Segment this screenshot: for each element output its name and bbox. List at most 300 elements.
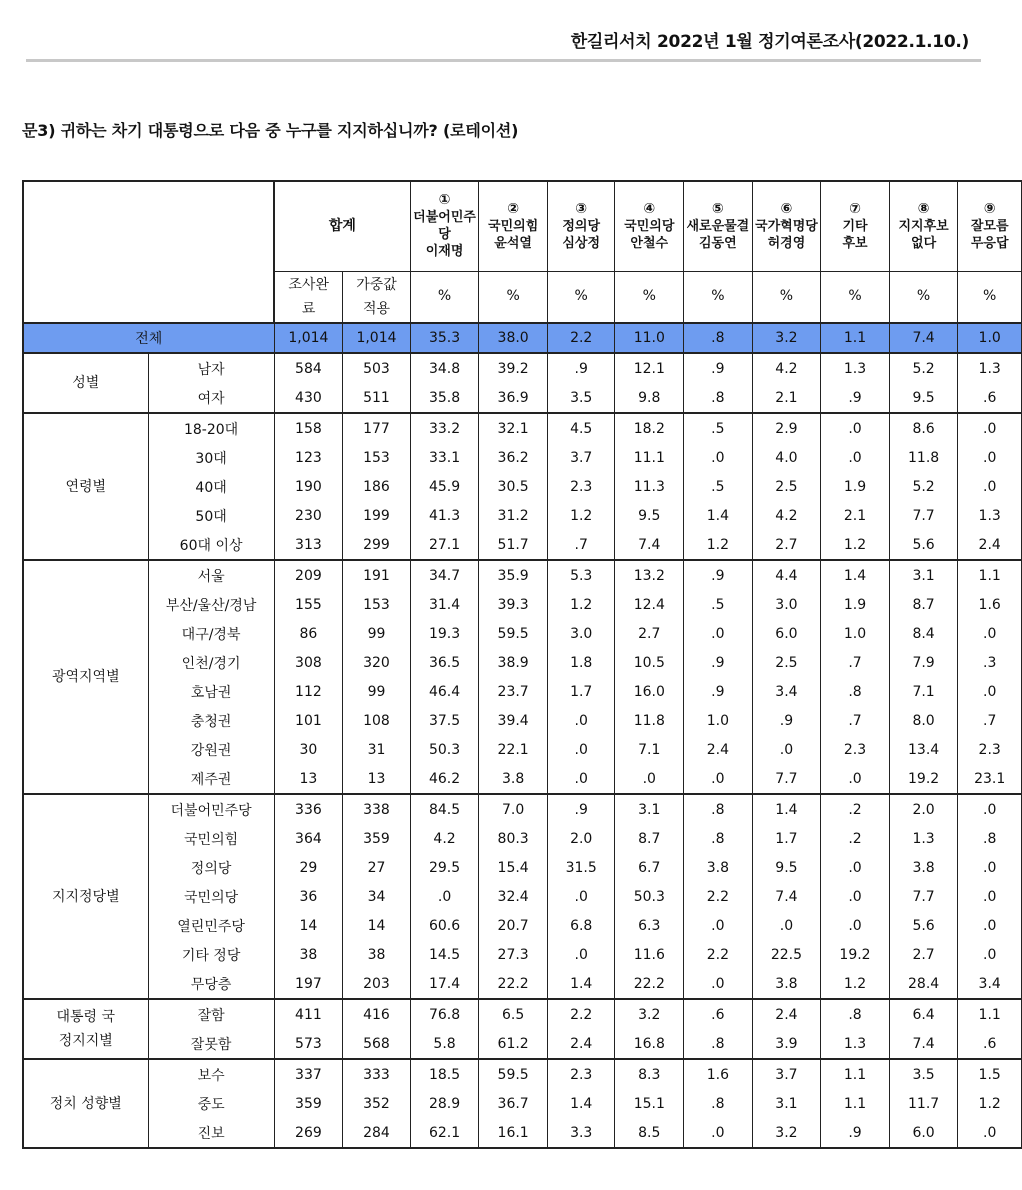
percent-cell: 7.7	[889, 882, 958, 911]
percent-cell: 2.0	[547, 824, 615, 853]
option-party: 새로운물결	[686, 218, 750, 234]
percent-cell: .8	[684, 824, 753, 853]
percent-cell: 8.7	[889, 590, 958, 619]
percent-cell: .8	[958, 824, 1022, 853]
percent-cell: 1.0	[821, 619, 890, 648]
count-cell: 503	[343, 353, 411, 383]
count-cell: 112	[274, 677, 343, 706]
percent-cell: 23.1	[958, 764, 1022, 794]
percent-cell: .6	[684, 999, 753, 1029]
count-cell: 199	[343, 501, 411, 530]
percent-cell: 2.3	[821, 735, 890, 764]
percent-cell: 6.7	[615, 853, 684, 882]
percent-cell: 22.5	[752, 940, 821, 969]
percent-cell: 19.2	[821, 940, 890, 969]
percent-cell: 2.3	[547, 1059, 615, 1089]
percent-cell: 29.5	[410, 853, 479, 882]
percent-cell: 22.2	[615, 969, 684, 999]
table-row	[23, 1029, 1022, 1059]
table-row	[23, 1089, 1022, 1118]
percent-cell: 7.4	[889, 323, 958, 353]
row-label: 충청권	[148, 706, 274, 735]
option-number: ④	[643, 200, 656, 217]
count-cell: 430	[274, 383, 343, 413]
percent-cell: 11.6	[615, 940, 684, 969]
percent-cell: 12.1	[615, 353, 684, 383]
count-cell: 14	[343, 911, 411, 940]
percent-cell: 50.3	[615, 882, 684, 911]
percent-cell: 23.7	[479, 677, 548, 706]
percent-cell: 2.7	[889, 940, 958, 969]
percent-cell: 1.2	[547, 590, 615, 619]
percent-cell: .7	[547, 530, 615, 560]
option-header	[958, 181, 1022, 271]
row-label: 40대	[148, 472, 274, 501]
percent-cell: 2.1	[821, 501, 890, 530]
row-label: 호남권	[148, 677, 274, 706]
percent-cell: 4.5	[547, 413, 615, 443]
percent-cell: 46.2	[410, 764, 479, 794]
percent-cell: 4.0	[752, 443, 821, 472]
row-label: 강원권	[148, 735, 274, 764]
percent-cell: .7	[821, 706, 890, 735]
percent-cell: .0	[821, 764, 890, 794]
option-candidate: 김동연	[699, 235, 737, 251]
table-row	[23, 1118, 1022, 1148]
percent-cell: .8	[821, 999, 890, 1029]
percent-cell: 1.2	[821, 969, 890, 999]
percent-cell: .0	[958, 472, 1022, 501]
percent-cell: 11.8	[615, 706, 684, 735]
percent-cell: 14.5	[410, 940, 479, 969]
option-party: 정의당	[562, 218, 601, 234]
table-row	[23, 648, 1022, 677]
percent-cell: 10.5	[615, 648, 684, 677]
table-row	[23, 706, 1022, 735]
percent-cell: 3.1	[752, 1089, 821, 1118]
percent-cell: 1.4	[547, 1089, 615, 1118]
row-label: 대구/경북	[148, 619, 274, 648]
percent-cell: 18.5	[410, 1059, 479, 1089]
percent-cell: 1.8	[547, 648, 615, 677]
weighted-header: 가중값적용	[343, 271, 411, 323]
percent-cell: .0	[684, 911, 753, 940]
table-row	[23, 882, 1022, 911]
percent-cell: 3.5	[547, 383, 615, 413]
count-cell: 38	[343, 940, 411, 969]
percent-cell: .0	[821, 911, 890, 940]
percent-unit: %	[752, 271, 821, 323]
percent-cell: 33.2	[410, 413, 479, 443]
option-party: 국민의힘	[488, 218, 539, 234]
count-cell: 31	[343, 735, 411, 764]
percent-cell: .0	[821, 853, 890, 882]
results-table	[22, 180, 1022, 1149]
count-cell: 411	[274, 999, 343, 1029]
option-number: ⑦	[849, 200, 861, 217]
percent-cell: 1.2	[547, 501, 615, 530]
percent-cell: 11.0	[615, 323, 684, 353]
percent-cell: 3.8	[752, 969, 821, 999]
percent-unit: %	[958, 271, 1022, 323]
percent-cell: 1.2	[684, 530, 753, 560]
percent-cell: 2.2	[547, 323, 615, 353]
count-cell: 197	[274, 969, 343, 999]
count-cell: 29	[274, 853, 343, 882]
percent-cell: 36.9	[479, 383, 548, 413]
percent-cell: .6	[958, 383, 1022, 413]
count-cell: 338	[343, 794, 411, 824]
percent-cell: 32.1	[479, 413, 548, 443]
percent-cell: 22.1	[479, 735, 548, 764]
count-cell: 108	[343, 706, 411, 735]
percent-cell: .9	[684, 560, 753, 590]
percent-cell: 1.7	[752, 824, 821, 853]
percent-cell: 34.8	[410, 353, 479, 383]
percent-cell: .0	[958, 443, 1022, 472]
percent-cell: .0	[684, 1118, 753, 1148]
table-row	[23, 443, 1022, 472]
table-row	[23, 794, 1022, 824]
percent-cell: 35.9	[479, 560, 548, 590]
percent-cell: 1.1	[958, 560, 1022, 590]
count-cell: 1,014	[343, 323, 411, 353]
percent-cell: 18.2	[615, 413, 684, 443]
percent-cell: .0	[684, 443, 753, 472]
percent-cell: .0	[752, 735, 821, 764]
table-row	[23, 353, 1022, 383]
percent-cell: 41.3	[410, 501, 479, 530]
percent-cell: 84.5	[410, 794, 479, 824]
option-number: ①	[438, 192, 451, 209]
count-cell: 336	[274, 794, 343, 824]
percent-cell: .0	[410, 882, 479, 911]
percent-cell: 7.4	[615, 530, 684, 560]
percent-cell: .0	[615, 764, 684, 794]
count-cell: 230	[274, 501, 343, 530]
percent-cell: 33.1	[410, 443, 479, 472]
percent-unit: %	[547, 271, 615, 323]
row-label: 30대	[148, 443, 274, 472]
percent-cell: 31.5	[547, 853, 615, 882]
percent-cell: 3.2	[752, 323, 821, 353]
percent-cell: 2.4	[958, 530, 1022, 560]
option-candidate: 안철수	[630, 235, 669, 251]
option-candidate: 무응답	[970, 235, 1009, 251]
option-header	[479, 181, 548, 271]
percent-cell: 5.2	[889, 353, 958, 383]
percent-cell: 8.3	[615, 1059, 684, 1089]
count-cell: 86	[274, 619, 343, 648]
table-row	[23, 472, 1022, 501]
percent-cell: 2.2	[547, 999, 615, 1029]
percent-cell: .7	[821, 648, 890, 677]
percent-cell: 28.9	[410, 1089, 479, 1118]
table-row	[23, 383, 1022, 413]
percent-cell: 4.4	[752, 560, 821, 590]
table-row	[23, 824, 1022, 853]
percent-cell: 1.1	[821, 1089, 890, 1118]
percent-cell: 38.9	[479, 648, 548, 677]
percent-cell: 4.2	[752, 353, 821, 383]
percent-cell: 7.4	[752, 882, 821, 911]
percent-cell: 2.4	[752, 999, 821, 1029]
percent-cell: 27.1	[410, 530, 479, 560]
percent-cell: 34.7	[410, 560, 479, 590]
percent-cell: 37.5	[410, 706, 479, 735]
count-cell: 153	[343, 443, 411, 472]
percent-cell: .8	[684, 323, 753, 353]
percent-cell: 6.4	[889, 999, 958, 1029]
count-cell: 568	[343, 1029, 411, 1059]
percent-cell: 11.8	[889, 443, 958, 472]
percent-cell: 11.3	[615, 472, 684, 501]
count-cell: 573	[274, 1029, 343, 1059]
row-label: 50대	[148, 501, 274, 530]
percent-cell: 1.1	[958, 999, 1022, 1029]
percent-cell: 35.8	[410, 383, 479, 413]
table-row	[23, 530, 1022, 560]
percent-cell: .8	[684, 1029, 753, 1059]
percent-cell: 12.4	[615, 590, 684, 619]
percent-cell: 3.5	[889, 1059, 958, 1089]
percent-cell: .8	[821, 677, 890, 706]
option-candidate: 심상정	[562, 235, 601, 251]
percent-cell: .0	[547, 940, 615, 969]
percent-cell: 3.1	[615, 794, 684, 824]
percent-cell: 36.5	[410, 648, 479, 677]
percent-cell: 2.5	[752, 472, 821, 501]
percent-cell: .9	[547, 353, 615, 383]
count-cell: 308	[274, 648, 343, 677]
percent-cell: 13.2	[615, 560, 684, 590]
percent-cell: 36.2	[479, 443, 548, 472]
row-label: 중도	[148, 1089, 274, 1118]
total-header: 합계	[274, 181, 410, 271]
percent-cell: 51.7	[479, 530, 548, 560]
count-cell: 584	[274, 353, 343, 383]
percent-cell: 5.6	[889, 530, 958, 560]
percent-cell: 17.4	[410, 969, 479, 999]
table-row	[23, 735, 1022, 764]
table-row	[23, 911, 1022, 940]
row-label: 여자	[148, 383, 274, 413]
percent-cell: 1.5	[958, 1059, 1022, 1089]
table-row	[23, 853, 1022, 882]
percent-cell: 46.4	[410, 677, 479, 706]
table-row	[23, 590, 1022, 619]
row-label: 서울	[148, 560, 274, 590]
percent-cell: 3.1	[889, 560, 958, 590]
percent-cell: 7.1	[889, 677, 958, 706]
count-cell: 153	[343, 590, 411, 619]
percent-cell: 2.4	[547, 1029, 615, 1059]
percent-cell: .0	[684, 764, 753, 794]
percent-cell: 8.0	[889, 706, 958, 735]
count-cell: 123	[274, 443, 343, 472]
percent-cell: 1.4	[547, 969, 615, 999]
question-text: 문3) 귀하는 차기 대통령으로 다음 중 누구를 지지하십니까? (로테이션)	[22, 121, 519, 140]
row-label: 기타 정당	[148, 940, 274, 969]
percent-cell: 7.0	[479, 794, 548, 824]
count-cell: 269	[274, 1118, 343, 1148]
percent-cell: 1.4	[752, 794, 821, 824]
group-label: 광역지역별	[23, 560, 148, 794]
option-number: ③	[575, 200, 588, 217]
count-cell: 209	[274, 560, 343, 590]
table-row	[23, 1059, 1022, 1089]
percent-cell: .5	[684, 413, 753, 443]
percent-cell: .0	[821, 443, 890, 472]
percent-cell: .5	[684, 472, 753, 501]
percent-cell: .9	[684, 353, 753, 383]
count-cell: 337	[274, 1059, 343, 1089]
percent-cell: 2.0	[889, 794, 958, 824]
percent-cell: 3.9	[752, 1029, 821, 1059]
percent-cell: 1.0	[684, 706, 753, 735]
percent-cell: 16.8	[615, 1029, 684, 1059]
percent-cell: 59.5	[479, 619, 548, 648]
count-cell: 352	[343, 1089, 411, 1118]
percent-cell: .9	[821, 383, 890, 413]
percent-cell: 4.2	[752, 501, 821, 530]
table-row	[23, 999, 1022, 1029]
percent-cell: 3.2	[752, 1118, 821, 1148]
percent-cell: 5.8	[410, 1029, 479, 1059]
percent-cell: 3.0	[547, 619, 615, 648]
percent-cell: .9	[821, 1118, 890, 1148]
percent-cell: .0	[958, 794, 1022, 824]
percent-cell: 8.7	[615, 824, 684, 853]
percent-cell: 76.8	[410, 999, 479, 1029]
percent-cell: 31.2	[479, 501, 548, 530]
percent-cell: .0	[547, 882, 615, 911]
count-cell: 359	[343, 824, 411, 853]
percent-cell: 1.1	[821, 323, 890, 353]
percent-cell: 7.9	[889, 648, 958, 677]
row-label: 18-20대	[148, 413, 274, 443]
percent-cell: .0	[547, 706, 615, 735]
option-candidate: 윤석열	[494, 235, 532, 251]
percent-cell: 3.0	[752, 590, 821, 619]
row-label: 정의당	[148, 853, 274, 882]
row-label: 남자	[148, 353, 274, 383]
count-cell: 14	[274, 911, 343, 940]
percent-cell: 4.2	[410, 824, 479, 853]
percent-cell: 1.3	[889, 824, 958, 853]
percent-cell: 1.3	[958, 501, 1022, 530]
percent-unit: %	[410, 271, 479, 323]
percent-cell: .9	[684, 677, 753, 706]
percent-unit: %	[615, 271, 684, 323]
percent-cell: 2.7	[615, 619, 684, 648]
percent-cell: 13.4	[889, 735, 958, 764]
percent-cell: 2.1	[752, 383, 821, 413]
percent-cell: 7.1	[615, 735, 684, 764]
percent-cell: 80.3	[479, 824, 548, 853]
percent-cell: 5.2	[889, 472, 958, 501]
percent-cell: 8.6	[889, 413, 958, 443]
option-candidate: 후보	[842, 235, 868, 251]
percent-cell: .8	[684, 1089, 753, 1118]
count-cell: 34	[343, 882, 411, 911]
percent-cell: 3.2	[615, 999, 684, 1029]
percent-cell: 27.3	[479, 940, 548, 969]
percent-cell: 7.7	[752, 764, 821, 794]
percent-cell: 3.4	[958, 969, 1022, 999]
percent-cell: 1.3	[958, 353, 1022, 383]
percent-cell: 31.4	[410, 590, 479, 619]
percent-cell: 2.2	[684, 940, 753, 969]
option-party: 국민의당	[624, 218, 675, 234]
percent-cell: 11.1	[615, 443, 684, 472]
percent-cell: 19.3	[410, 619, 479, 648]
count-cell: 13	[274, 764, 343, 794]
count-cell: 36	[274, 882, 343, 911]
group-label: 성별	[23, 353, 148, 413]
percent-cell: 2.2	[684, 882, 753, 911]
percent-cell: 35.3	[410, 323, 479, 353]
percent-cell: 6.5	[479, 999, 548, 1029]
group-label: 연령별	[23, 413, 148, 560]
percent-cell: .6	[958, 1029, 1022, 1059]
option-party: 국가혁명당	[755, 218, 818, 234]
row-label: 진보	[148, 1118, 274, 1148]
percent-cell: 1.2	[821, 530, 890, 560]
percent-cell: 22.2	[479, 969, 548, 999]
percent-cell: 1.3	[821, 353, 890, 383]
percent-cell: 20.7	[479, 911, 548, 940]
count-cell: 186	[343, 472, 411, 501]
row-label: 국민의당	[148, 882, 274, 911]
percent-cell: .0	[958, 911, 1022, 940]
percent-cell: 3.4	[752, 677, 821, 706]
count-cell: 158	[274, 413, 343, 443]
percent-cell: .0	[821, 882, 890, 911]
option-header	[752, 181, 821, 271]
percent-cell: .0	[958, 940, 1022, 969]
group-label: 대통령 국정지지별	[23, 999, 148, 1059]
count-cell: 284	[343, 1118, 411, 1148]
option-header	[889, 181, 958, 271]
percent-cell: .8	[684, 794, 753, 824]
row-label: 잘함	[148, 999, 274, 1029]
percent-cell: 16.0	[615, 677, 684, 706]
percent-cell: 6.0	[752, 619, 821, 648]
count-cell: 359	[274, 1089, 343, 1118]
option-number: ⑤	[711, 200, 724, 217]
percent-cell: 9.8	[615, 383, 684, 413]
percent-cell: .2	[821, 824, 890, 853]
percent-cell: .0	[958, 853, 1022, 882]
option-number: ②	[507, 200, 520, 217]
option-party: 잘모름	[970, 218, 1009, 234]
percent-cell: .9	[547, 794, 615, 824]
option-candidate: 없다	[911, 235, 937, 251]
table-row	[23, 764, 1022, 794]
row-label: 무당층	[148, 969, 274, 999]
percent-cell: 16.1	[479, 1118, 548, 1148]
count-cell: 38	[274, 940, 343, 969]
percent-cell: 45.9	[410, 472, 479, 501]
percent-cell: 6.3	[615, 911, 684, 940]
percent-cell: 8.4	[889, 619, 958, 648]
table-row	[23, 501, 1022, 530]
percent-cell: 9.5	[615, 501, 684, 530]
percent-cell: 1.7	[547, 677, 615, 706]
percent-cell: 15.4	[479, 853, 548, 882]
percent-cell: 3.8	[479, 764, 548, 794]
